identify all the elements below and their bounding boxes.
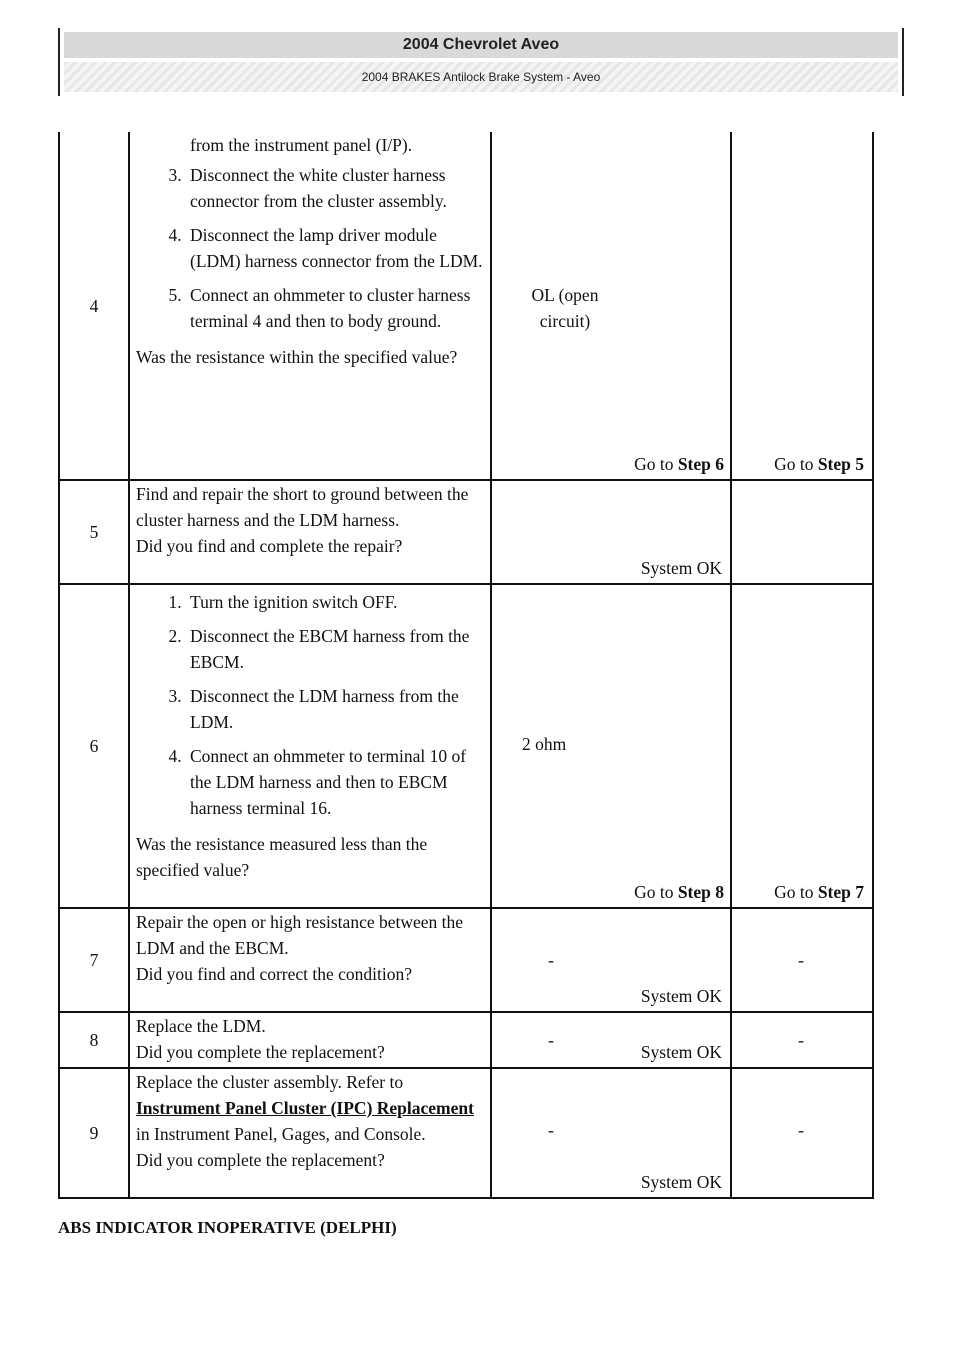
specified-value: OL (open circuit) xyxy=(531,285,599,331)
action-text xyxy=(136,1069,486,1147)
continued-line: from the instrument panel (I/P). xyxy=(190,135,413,155)
procedure-item: 3. Disconnect the white cluster harness connector from the cluster assembly. xyxy=(186,162,486,214)
procedure-list xyxy=(136,162,486,334)
specified-value: - xyxy=(548,1120,554,1140)
goto-prefix: Go to xyxy=(774,882,818,902)
no-cell xyxy=(731,584,873,908)
no-cell xyxy=(731,1012,873,1068)
no-action[interactable] xyxy=(774,879,864,905)
yes-action: System OK xyxy=(640,986,722,1006)
goto-prefix: Go to xyxy=(634,882,678,902)
step-number: 8 xyxy=(59,1012,129,1068)
header-left-rule xyxy=(58,28,60,96)
action-cell xyxy=(129,908,491,1012)
value-cell xyxy=(491,1012,731,1068)
table-row xyxy=(59,132,873,480)
step-number: 4 xyxy=(59,132,129,480)
procedure-item: 2. Disconnect the EBCM harness from the EBCM. xyxy=(186,623,486,675)
document-subtitle: 2004 BRAKES Antilock Brake System - Aveo xyxy=(64,62,898,92)
yes-action[interactable] xyxy=(634,451,724,477)
step-number: 5 xyxy=(59,480,129,584)
procedure-link[interactable]: Instrument Panel Cluster (IPC) Replacement xyxy=(136,1098,474,1118)
step-number: 6 xyxy=(59,584,129,908)
yes-action: System OK xyxy=(640,1172,722,1192)
diagnostic-table xyxy=(58,132,874,1199)
question-text: Did you complete the replacement? xyxy=(136,1042,385,1062)
question-text: Did you complete the replacement? xyxy=(136,1150,385,1170)
action-text: Replace the LDM. xyxy=(136,1016,266,1036)
yes-action[interactable] xyxy=(634,879,724,905)
no-action: - xyxy=(798,1030,804,1050)
no-action[interactable] xyxy=(774,451,864,477)
action-suffix: in Instrument Panel, Gages, and Console. xyxy=(136,1124,426,1144)
action-cell xyxy=(129,132,491,480)
action-text: Repair the open or high resistance between the LDM and the EBCM. xyxy=(136,912,464,958)
value-cell xyxy=(491,908,731,1012)
yes-action: System OK xyxy=(640,558,722,578)
procedure-item: 4. Disconnect the lamp driver module (LDM) harness connector from the LDM. xyxy=(186,222,486,274)
table-row xyxy=(59,480,873,584)
procedure-item: 3. Disconnect the LDM harness from the LDM. xyxy=(186,683,486,735)
step-link[interactable]: Step 7 xyxy=(817,882,864,902)
table-row xyxy=(59,908,873,1012)
action-cell xyxy=(129,1012,491,1068)
yes-action: System OK xyxy=(640,1042,722,1062)
value-cell xyxy=(491,1068,731,1198)
action-cell xyxy=(129,480,491,584)
section-heading: ABS INDICATOR INOPERATIVE (DELPHI) xyxy=(58,1218,397,1237)
question-text: Was the resistance measured less than the specified value? xyxy=(136,834,428,880)
specified-value: 2 ohm xyxy=(522,734,567,754)
no-cell xyxy=(731,908,873,1012)
table-row xyxy=(59,1012,873,1068)
action-cell xyxy=(129,584,491,908)
step-link[interactable]: Step 8 xyxy=(677,882,724,902)
specified-value: - xyxy=(548,1030,554,1050)
document-title: 2004 Chevrolet Aveo xyxy=(64,32,898,58)
goto-prefix: Go to xyxy=(634,454,678,474)
procedure-list xyxy=(136,589,486,821)
table-row xyxy=(59,1068,873,1198)
table-row xyxy=(59,584,873,908)
procedure-item: 1. Turn the ignition switch OFF. xyxy=(186,589,486,615)
action-text: Find and repair the short to ground between the cluster harness and the LDM harness. xyxy=(136,484,469,530)
question-text: Was the resistance within the specified value? xyxy=(136,347,458,367)
header-right-rule xyxy=(902,28,904,96)
no-action: - xyxy=(798,950,804,970)
question-text: Did you find and complete the repair? xyxy=(136,536,403,556)
specified-value: - xyxy=(548,950,554,970)
procedure-item: 4. Connect an ohmmeter to terminal 10 of the LDM harness and then to EBCM harness terminal 16. xyxy=(186,743,486,821)
step-number: 7 xyxy=(59,908,129,1012)
question-text: Did you find and correct the condition? xyxy=(136,964,413,984)
action-prefix: Replace the cluster assembly. Refer to xyxy=(136,1072,404,1092)
no-cell xyxy=(731,132,873,480)
no-cell xyxy=(731,480,873,584)
value-cell xyxy=(491,584,731,908)
goto-prefix: Go to xyxy=(774,454,818,474)
no-action: - xyxy=(798,1120,804,1140)
no-cell xyxy=(731,1068,873,1198)
step-link[interactable]: Step 6 xyxy=(677,454,724,474)
step-number: 9 xyxy=(59,1068,129,1198)
action-cell xyxy=(129,1068,491,1198)
step-link[interactable]: Step 5 xyxy=(817,454,864,474)
value-cell xyxy=(491,132,731,480)
value-cell xyxy=(491,480,731,584)
procedure-item: 5. Connect an ohmmeter to cluster harness terminal 4 and then to body ground. xyxy=(186,282,486,334)
